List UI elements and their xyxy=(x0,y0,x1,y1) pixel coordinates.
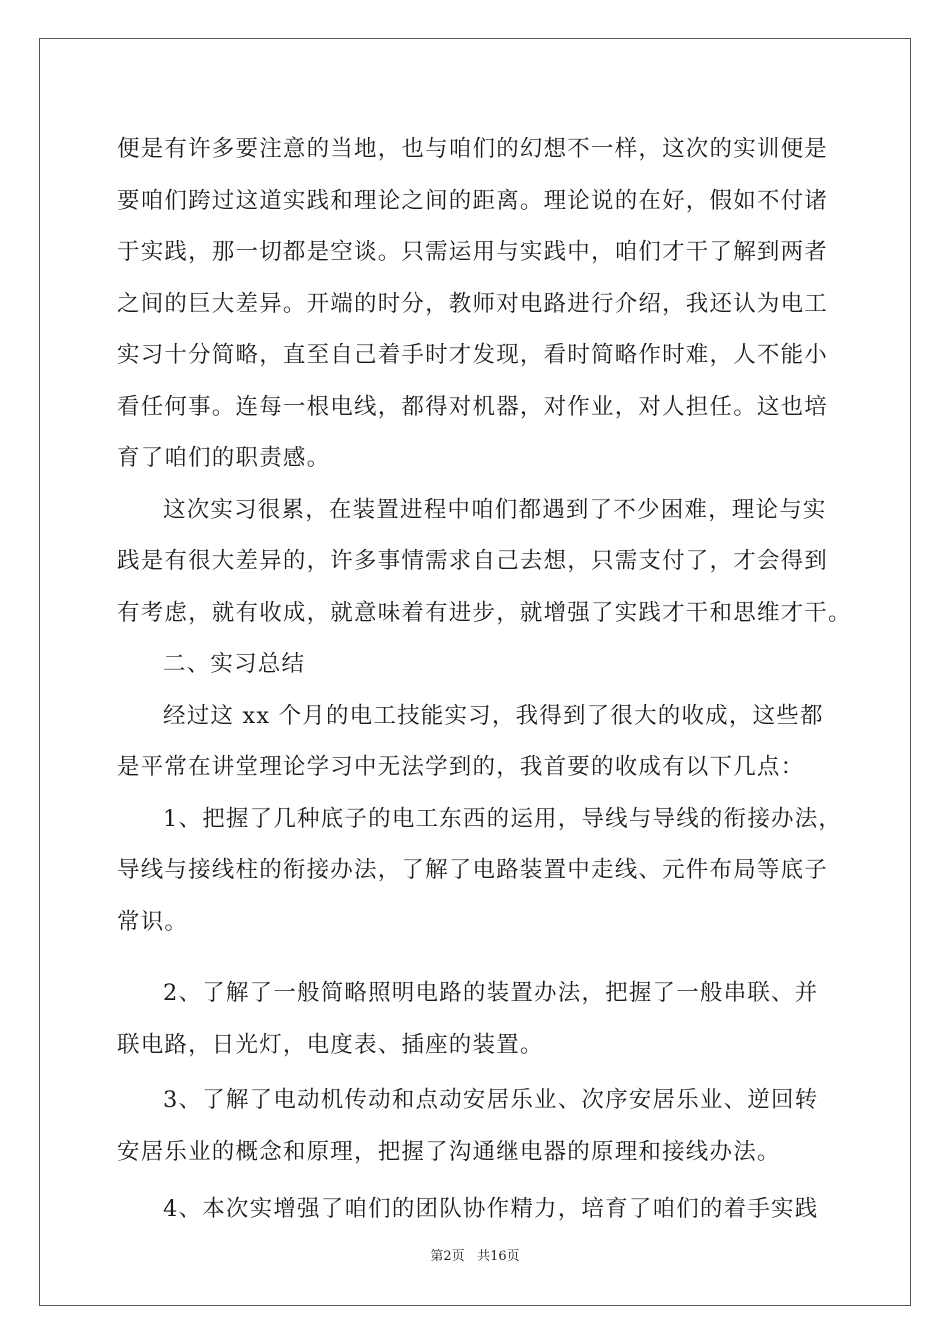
body-line: 要咱们跨过这道实践和理论之间的距离。理论说的在好，假如不付诸 xyxy=(117,187,829,214)
list-item-line: 3、了解了电动机传动和点动安居乐业、次序安居乐业、逆回转 xyxy=(163,1087,819,1113)
body-line: 联电路，日光灯，电度表、插座的装置。 xyxy=(117,1031,544,1058)
paragraph-start-line: 经过这 xx 个月的电工技能实习，我得到了很大的收成，这些都 xyxy=(163,702,824,729)
body-line: 看任何事。连每一根电线，都得对机器，对作业，对人担任。这也培 xyxy=(117,393,829,420)
body-line: 导线与接线柱的衔接办法，了解了电路装置中走线、元件布局等底子 xyxy=(117,857,829,883)
list-item-line: 4、本次实增强了咱们的团队协作精力，培育了咱们的着手实践 xyxy=(163,1196,819,1222)
total-pages: 共16页 xyxy=(477,1249,520,1264)
body-line: 践是有很大差异的，许多事情需求自己去想，只需支付了，才会得到 xyxy=(117,548,829,574)
body-line: 常识。 xyxy=(117,908,189,935)
section-heading: 二、实习总结 xyxy=(163,651,306,677)
body-line: 实习十分简略，直至自己着手时才发现，看时简略作时难，人不能小 xyxy=(117,342,829,368)
paragraph-start-line: 这次实习很累，在装置进程中咱们都遇到了不少困难，理论与实 xyxy=(163,496,827,523)
document-body xyxy=(117,124,852,1236)
page-number: 第2页 xyxy=(430,1249,465,1264)
body-line: 安居乐业的概念和原理，把握了沟通继电器的原理和接线办法。 xyxy=(117,1138,781,1165)
page-footer xyxy=(0,1245,950,1264)
list-item-line: 2、了解了一般简略照明电路的装置办法，把握了一般串联、并 xyxy=(163,980,819,1006)
body-line: 有考虑，就有收成，就意味着有进步，就增强了实践才干和思维才干。 xyxy=(117,599,852,626)
body-line: 育了咱们的职责感。 xyxy=(117,445,331,471)
body-line: 便是有许多要注意的当地，也与咱们的幻想不一样，这次的实训便是 xyxy=(117,136,829,162)
body-line: 是平常在讲堂理论学习中无法学到的，我首要的收成有以下几点： xyxy=(117,754,805,780)
list-item-line: 1、把握了几种底子的电工东西的运用，导线与导线的衔接办法， xyxy=(163,805,843,832)
body-line: 之间的巨大差异。开端的时分，教师对电路进行介绍，我还认为电工 xyxy=(117,290,829,317)
body-line: 于实践，那一切都是空谈。只需运用与实践中，咱们才干了解到两者 xyxy=(117,239,829,265)
